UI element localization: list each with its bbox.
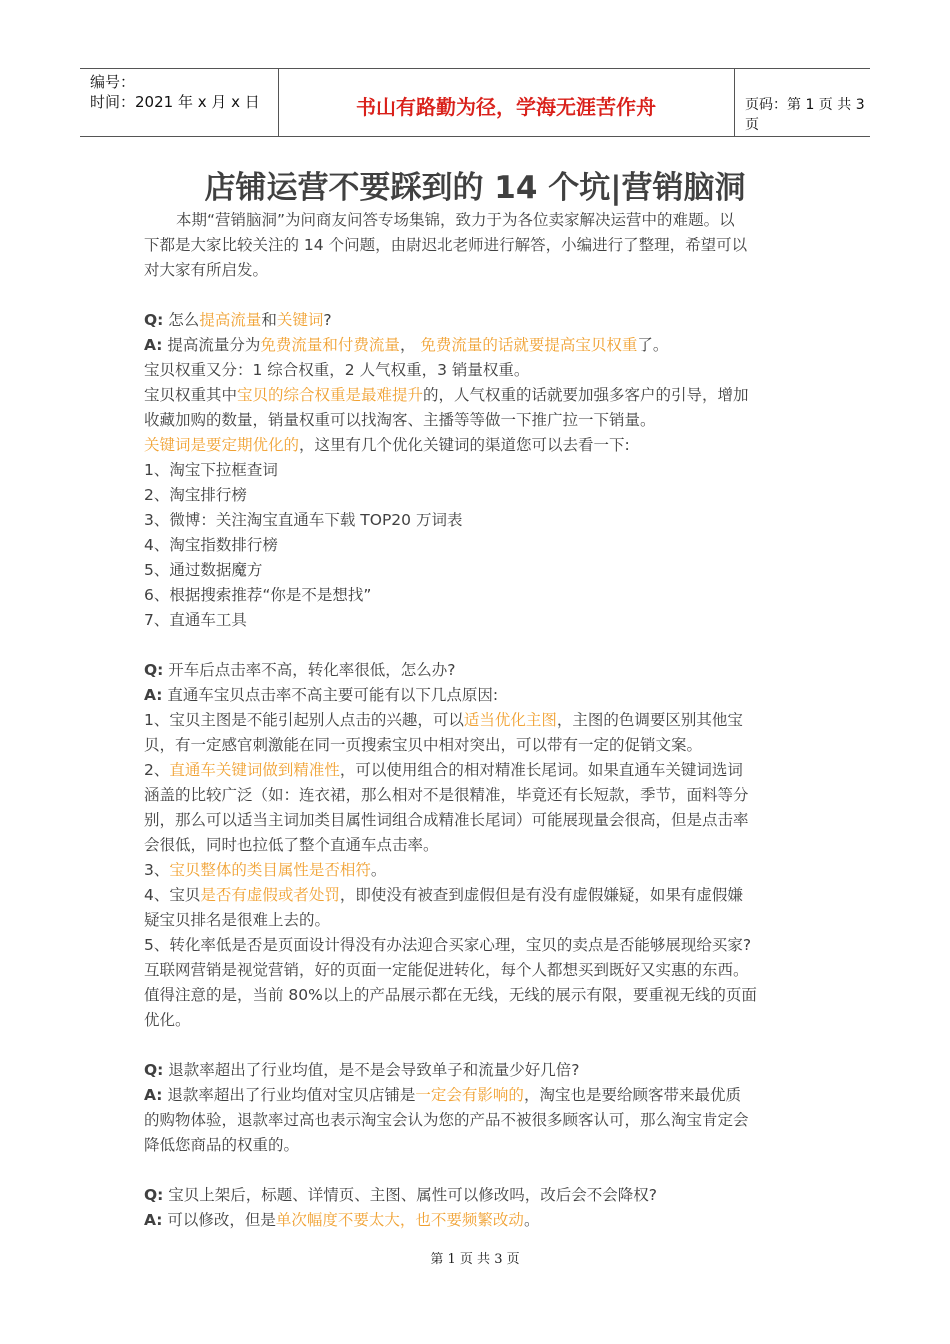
qa-label: A:: [144, 1211, 163, 1229]
highlight-text: 单次幅度不要太大，也不要频繁改动: [275, 1211, 524, 1229]
text-segment: ，淘宝也是要给顾客带来最优质: [523, 1086, 741, 1104]
qa-label: Q:: [144, 311, 164, 329]
highlight-text: 关键词是要定期优化的: [144, 436, 300, 454]
highlight-text: 直通车关键词做到精准性: [169, 761, 340, 779]
text-line: [144, 933, 810, 958]
text-segment: ?: [323, 311, 332, 329]
text-line: [144, 733, 810, 758]
text-segment: ，这里有几个优化关键词的渠道您可以去看一下:: [299, 436, 630, 454]
text-line: [144, 258, 810, 283]
qa-label: Q:: [144, 1186, 164, 1204]
text-line: [144, 758, 810, 783]
text-line: [144, 333, 810, 358]
qa-label: Q:: [144, 661, 164, 679]
text-segment: 宝贝权重又分：1 综合权重，2 人气权重，3 销量权重。: [144, 361, 530, 379]
text-segment: 和: [261, 311, 277, 329]
highlight-text: 宝贝的综合权重是最难提升: [237, 386, 424, 404]
header-motto: 书山有路勤为径，学海无涯苦作舟: [356, 95, 656, 119]
text-segment: 本期“营销脑洞”为问商友问答专场集锦，致力于为各位卖家解决运营中的难题。以: [176, 211, 735, 229]
text-segment: 涵盖的比较广泛（如：连衣裙，那么相对不是很精准，毕竟还有长短款，季节，面料等分: [144, 786, 749, 804]
text-line: [144, 1133, 810, 1158]
text-segment: 5、转化率低是否是页面设计得没有办法迎合买家心理，宝贝的卖点是否能够展现给买家?: [144, 936, 752, 954]
text-line: [144, 1183, 810, 1208]
text-line: [144, 908, 810, 933]
highlight-text: 是否有虚假或者处罚: [200, 886, 340, 904]
text-line: [144, 483, 810, 508]
text-segment: 收藏加购的数量，销量权重可以找淘客、主播等等做一下推广拉一下销量。: [144, 411, 656, 429]
text-line: [144, 358, 810, 383]
text-line: [144, 308, 810, 333]
text-line: [144, 1108, 810, 1133]
text-segment: 宝贝权重其中: [144, 386, 238, 404]
highlight-text: 提高流量: [199, 311, 262, 329]
text-segment: 4、宝贝: [144, 886, 201, 904]
text-segment: 2、: [144, 761, 170, 779]
text-segment: 对大家有所启发。: [144, 261, 269, 279]
text-line: [144, 658, 810, 683]
text-segment: 。: [370, 861, 387, 879]
text-segment: 3、: [144, 861, 170, 879]
text-line: [144, 808, 810, 833]
text-segment: 的购物体验，退款率过高也表示淘宝会认为您的产品不被很多顾客认可，那么淘宝肯定会: [144, 1111, 749, 1129]
qa-label: A:: [144, 1086, 163, 1104]
document-body: [144, 208, 810, 1233]
text-segment: 提高流量分为: [162, 336, 261, 354]
text-segment: ，: [399, 336, 421, 354]
highlight-text: 关键词: [276, 311, 324, 329]
text-segment: 值得注意的是，当前 80%以上的产品展示都在无线，无线的展示有限，要重视无线的页面: [144, 986, 757, 1004]
header-motto-cell: [278, 69, 735, 136]
text-segment: 互联网营销是视觉营销，好的页面一定能促进转化，每个人都想买到既好又实惠的东西。: [144, 961, 749, 979]
text-line: [144, 708, 810, 733]
doc-number-label: 编号：: [90, 73, 136, 91]
text-line: [144, 1058, 810, 1083]
text-line: [144, 683, 810, 708]
header-page-label: 页码：第 1 页 共 3 页: [745, 97, 865, 133]
text-segment: 疑宝贝排名是很难上去的。: [144, 911, 331, 929]
text-line: [144, 208, 810, 233]
text-segment: 1、宝贝主图是不能引起别人点击的兴趣，可以: [144, 711, 464, 729]
text-segment: 退款率超出了行业均值，是不是会导致单子和流量少好几倍?: [163, 1061, 580, 1079]
text-segment: 宝贝上架后，标题、详情页、主图、属性可以修改吗，改后会不会降权?: [163, 1186, 658, 1204]
text-line: [144, 983, 810, 1008]
text-segment: 会很低，同时也拉低了整个直通车点击率。: [144, 836, 439, 854]
blank-line: [144, 1158, 810, 1183]
text-segment: 怎么: [163, 311, 200, 329]
text-segment: 。: [523, 1211, 540, 1229]
text-line: [144, 608, 810, 633]
text-segment: 4、淘宝指数排行榜: [144, 536, 278, 554]
qa-label: Q:: [144, 1061, 164, 1079]
text-line: [144, 833, 810, 858]
text-segment: 1、淘宝下拉框查词: [144, 461, 278, 479]
text-line: [144, 508, 810, 533]
text-segment: ，可以使用组合的相对精准长尾词。如果直通车关键词选词: [339, 761, 743, 779]
text-line: [144, 883, 810, 908]
text-line: [144, 858, 810, 883]
header-meta-cell: [80, 69, 279, 136]
text-segment: 别，那么可以适当主词加类目属性词组合成精准长尾词）可能展现量会很高，但是点击率: [144, 811, 749, 829]
page-header: [80, 68, 870, 137]
text-line: [144, 558, 810, 583]
text-line: [144, 458, 810, 483]
text-segment: 6、根据搜索推荐“你是不是想找”: [144, 586, 372, 604]
highlight-text: 宝贝整体的类目属性是否相符: [169, 861, 371, 879]
qa-label: A:: [144, 336, 163, 354]
text-segment: 贝，有一定感官刺激能在同一页搜索宝贝中相对突出，可以带有一定的促销文案。: [144, 736, 703, 754]
text-segment: ，即使没有被查到虚假但是有没有虚假嫌疑，如果有虚假嫌: [339, 886, 743, 904]
text-segment: 了。: [637, 336, 669, 354]
text-segment: 直通车宝贝点击率不高主要可能有以下几点原因:: [162, 686, 499, 704]
text-line: [144, 783, 810, 808]
text-line: [144, 958, 810, 983]
text-segment: 开车后点击率不高，转化率很低，怎么办?: [163, 661, 456, 679]
text-segment: 下都是大家比较关注的 14 个问题，由尉迟北老师进行解答，小编进行了整理，希望可以: [144, 236, 748, 254]
qa-label: A:: [144, 686, 163, 704]
text-line: [144, 1083, 810, 1108]
blank-line: [144, 283, 810, 308]
blank-line: [144, 633, 810, 658]
text-line: [144, 583, 810, 608]
blank-line: [144, 1033, 810, 1058]
text-segment: ，主图的色调要区别其他宝: [556, 711, 743, 729]
text-line: [144, 233, 810, 258]
text-line: [144, 1208, 810, 1233]
highlight-text: 适当优化主图: [463, 711, 557, 729]
text-line: [144, 1008, 810, 1033]
text-line: [144, 533, 810, 558]
text-line: [144, 408, 810, 433]
highlight-text: 免费流量的话就要提高宝贝权重: [420, 336, 638, 354]
text-segment: 降低您商品的权重的。: [144, 1136, 300, 1154]
document-title: 店铺运营不要踩到的 14 个坑|营销脑洞: [204, 170, 746, 206]
text-segment: 5、通过数据魔方: [144, 561, 263, 579]
text-line: [144, 433, 810, 458]
header-page-cell: [735, 69, 870, 136]
text-segment: 3、微博：关注淘宝直通车下载 TOP20 万词表: [144, 511, 463, 529]
page-footer: 第 1 页 共 3 页: [430, 1252, 520, 1267]
highlight-text: 免费流量和付费流量: [260, 336, 400, 354]
doc-time-label: 时间：2021 年 x 月 x 日: [90, 93, 260, 111]
text-segment: 7、直通车工具: [144, 611, 247, 629]
text-segment: 退款率超出了行业均值对宝贝店铺是: [162, 1086, 416, 1104]
text-segment: 可以修改，但是: [162, 1211, 276, 1229]
text-segment: 优化。: [144, 1011, 191, 1029]
text-line: [144, 383, 810, 408]
text-segment: 2、淘宝排行榜: [144, 486, 247, 504]
text-segment: 的，人气权重的话就要加强多客户的引导，增加: [423, 386, 749, 404]
highlight-text: 一定会有影响的: [415, 1086, 524, 1104]
